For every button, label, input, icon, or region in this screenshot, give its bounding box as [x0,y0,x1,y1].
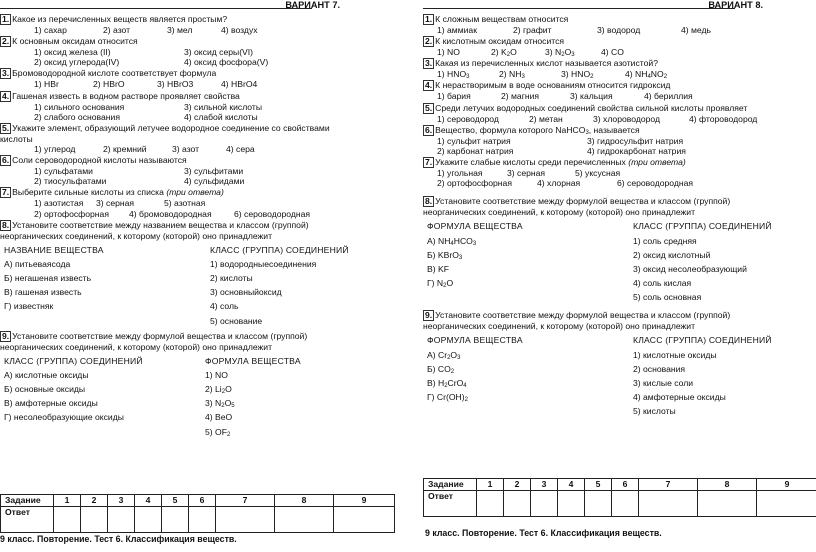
option: 2) метан [529,113,563,124]
option: 2) HBrO [93,79,125,90]
question-number: 4. [2,90,10,101]
answer-cell[interactable] [162,507,189,533]
variant-title: ВАРИАНТ 7. [285,0,340,10]
question-hint: (три ответа) [166,187,224,198]
question-text-continued: неорганических соединений, к которому (которой) оно принадлежит [0,341,273,352]
answer-cell[interactable] [135,507,162,533]
question-text-continued: неорганических соединений, к которому (которой) оно принадлежит [0,230,273,241]
option: 3) азот [172,143,200,154]
task-col: 9 [334,495,395,507]
option: 2) ортофосфорная [437,178,512,189]
question-number: 1. [425,14,433,24]
option: 3) серная [507,167,546,178]
option: 3) $HNO_2$ [561,69,594,81]
option: 4) медь [681,25,712,35]
question-text: К нерастворимым в воде основаниям относится гидроксид [435,80,671,91]
answer-label: Ответ [1,507,54,533]
option: 4) фтороводород [689,113,758,124]
task-col: 1 [477,479,504,491]
match-header-left: НАЗВАНИЕ ВЕЩЕСТВА [4,244,104,255]
option: 4) слабой кислоты [184,111,258,122]
match-left-item: А) кислотные оксиды [4,369,89,380]
match-left-item: Г) $Cr(OH)_2$ [427,391,468,403]
question-number: 6. [425,124,433,135]
match-left-item: Б) негашеная известь [4,273,92,284]
question-text-continued: кислоты [0,133,33,144]
option: 4) сульфидами [184,176,245,187]
option: 4) CO [601,47,624,58]
option: 4) сера [226,143,255,154]
answer-cell[interactable] [639,491,698,517]
match-header-left: ФОРМУЛА ВЕЩЕСТВА [427,335,523,346]
option: 3) HBrO3 [157,79,194,90]
question-text-continued: неорганических соединений, к которому (которой) оно принадлежит [423,321,696,332]
question-text: Укажите слабые кислоты среди перечисленных [435,156,626,167]
option: 1) HBr [34,79,59,90]
option: 3) гидросульфит натрия [587,135,684,146]
question-number: 3. [2,68,10,79]
match-left-item: А) питьеваясода [4,258,71,269]
match-right-item: 3) оксид несолеобразующий [633,263,747,274]
option: 5) уксусная [575,167,621,178]
question-text: Соли сероводородной кислоты называются [12,155,187,166]
question-number: 7. [425,156,433,167]
task-col: 3 [531,479,558,491]
task-label: Задание [424,479,477,491]
match-left-item: В) амфотерные оксиды [4,398,98,409]
question-text: Какое из перечисленных веществ является простым? [12,14,228,24]
option: 4) гидрокарбонат натрия [587,145,686,156]
option: 3) $N_2O_3$ [545,47,575,59]
answer-cell[interactable] [275,507,334,533]
option: 2) тиосульфатами [34,176,107,187]
match-left-item: В) $H_2CrO_4$ [427,377,467,389]
question-number: 1. [2,14,10,24]
match-right-item: 1) водородныесоединения [210,258,317,269]
option: 3) водород [597,25,641,35]
answer-table [0,494,395,533]
question-2 [423,36,816,57]
question-8 [423,196,816,304]
option: 2) магния [501,91,540,102]
question-text: Установите соответствие между названием вещества и классом (группой) [12,219,309,230]
task-col: 6 [612,479,639,491]
question-text-continued: неорганических соединений, к которому (которой) оно принадлежит [423,207,696,218]
task-col: 2 [81,495,108,507]
match-left-item: Г) $N_2O$ [427,277,454,289]
match-left-item: Г) несолеобразующие оксиды [4,412,124,423]
question-number: 6. [2,155,10,166]
option: 1) сульфит натрия [437,135,511,146]
match-right-item: 1) соль средняя [633,235,697,246]
question-text: К кислотным оксидам относится [435,36,565,47]
option: 3) сильной кислоты [184,101,263,112]
option: 1) сильного основания [34,101,125,112]
match-left-item: Б) основные оксиды [4,384,86,395]
question-number: 7. [2,187,10,198]
question-text: Среди летучих водородных соединений свойства сильной кислоты проявляет [435,102,748,113]
match-left-item: А) $NH_4HCO_3$ [427,235,477,247]
match-header-right: КЛАСС (ГРУППА) СОЕДИНЕНИЙ [210,244,349,255]
question-number: 9. [425,310,433,321]
variant-7-column [0,0,400,552]
question-number: 2. [2,36,10,47]
match-right-item: 4) соль кислая [633,277,692,288]
option: 1) оксид железа (II) [34,47,111,58]
question-7 [423,157,816,188]
match-left-item: В) гашеная известь [4,287,82,298]
option: 1) сахар [34,25,67,35]
question-number: 5. [425,102,433,113]
option: 3) кальция [570,91,613,102]
variant-header [0,0,400,14]
option: 4) хлорная [537,178,581,189]
task-col: 7 [639,479,698,491]
task-col: 1 [54,495,81,507]
question-3 [423,58,816,79]
task-col: 8 [698,479,757,491]
question-text: Укажите элемент, образующий летучее водородное соединение со свойствами [12,122,330,133]
option: 3) мел [167,25,193,35]
task-col: 5 [585,479,612,491]
name-line [423,8,735,9]
footer-text: 9 класс. Повторение. Тест 6. Классификация веществ. [425,528,662,538]
match-left-item: Г) известняк [4,301,54,312]
question-6 [0,155,400,186]
match-left-item: Б) KBrO$_3$ [427,249,463,261]
option: 1) NO [437,47,460,58]
match-left-item: В) KF [427,263,449,274]
option: 4) бериллия [644,91,693,102]
option: 1) азотистая [34,198,84,209]
answer-cell[interactable] [612,491,639,517]
question-9 [0,331,400,439]
question-text: Установите соответствие между формулой вещества и классом (группой) [12,330,308,341]
match-left-item: А) $Cr_2O_3$ [427,349,461,361]
question-text: Выберите сильные кислоты из списка [12,187,164,198]
match-right-item: 5) $OF_2$ [205,426,231,438]
task-col: 4 [135,495,162,507]
match-header-right: КЛАСС (ГРУППА) СОЕДИНЕНИЙ [633,221,772,232]
option: 3) серная [96,198,135,209]
answer-label: Ответ [424,491,477,517]
question-5 [423,103,816,124]
match-header-right: КЛАСС (ГРУППА) СОЕДИНЕНИЙ [633,335,772,346]
match-right-item: 1) NO [205,369,228,380]
question-number: 3. [425,58,433,69]
question-number: 4. [425,80,433,91]
option: 3) хлороводород [593,113,661,124]
answer-cell[interactable] [54,507,81,533]
question-text: Какая из перечисленных кислот называется азотистой? [435,58,658,69]
option: 2) кремний [103,143,147,154]
task-label: Задание [1,495,54,507]
match-right-item: 2) $Li_2O$ [205,384,232,396]
option: 4) воздух [221,25,258,35]
match-right-item: 2) основания [633,363,686,374]
option: 4) оксид фосфора(V) [184,57,269,68]
option: 4) $NH_4NO_2$ [625,69,668,81]
answer-cell[interactable] [757,491,816,517]
question-hint: (три ответа) [628,156,686,167]
option: 2) оксид углерода(IV) [34,57,120,68]
option: 1) бария [437,91,471,102]
variant-8-column [423,0,816,552]
question-4 [423,80,816,101]
match-right-item: 1) кислотные оксиды [633,349,717,360]
match-right-item: 3) кислые соли [633,377,694,388]
option: 4) бромоводородная [129,208,212,219]
match-right-item: 3) основныйоксид [210,287,282,298]
question-text: Установите соответствие между формулой вещества и классом (группой) [435,310,731,321]
match-right-item: 4) BeO [205,412,233,423]
option: 4) HBrO4 [221,79,258,90]
answer-cell[interactable] [477,491,504,517]
answer-cell[interactable] [334,507,395,533]
option: 2) графит [513,25,552,35]
task-col: 2 [504,479,531,491]
option: 1) угольная [437,167,483,178]
match-right-item: 5) соль основная [633,292,702,303]
answer-cell[interactable] [585,491,612,517]
question-6 [423,125,816,156]
answer-cell[interactable] [531,491,558,517]
option: 2) карбонат натрия [437,145,514,156]
question-2 [0,36,400,67]
option: 5) азотная [164,198,206,209]
option: 2) слабого основания [34,111,120,122]
task-col: 5 [162,495,189,507]
match-header-left: КЛАСС (ГРУППА) СОЕДИНЕНИЙ [4,355,143,366]
task-col: 8 [275,495,334,507]
question-number: 2. [425,36,433,47]
match-header-left: ФОРМУЛА ВЕЩЕСТВА [427,221,523,232]
answer-table [423,478,816,517]
variant-header [423,0,816,14]
question-number: 8. [2,219,10,230]
question-text: Вещество, формула которого NaHCO$_3$, называется [435,124,640,136]
task-col: 4 [558,479,585,491]
answer-cell[interactable] [698,491,757,517]
option: 1) $HNO_3$ [437,69,470,81]
option: 2) $NH_3$ [499,69,525,81]
question-number: 5. [2,122,10,133]
match-right-item: 4) амфотерные оксиды [633,391,726,402]
option: 6) сероводородная [617,178,694,189]
answer-cell[interactable] [189,507,216,533]
answer-cell[interactable] [81,507,108,533]
name-line [0,8,312,9]
option: 1) аммиак [437,25,477,35]
match-header-right: ФОРМУЛА ВЕЩЕСТВА [205,355,301,366]
match-right-item: 2) кислоты [210,273,253,284]
match-right-item: 4) соль [210,301,239,312]
question-7 [0,187,400,218]
answer-cell[interactable] [504,491,531,517]
option: 2) $K_2O$ [491,47,517,59]
option: 2) азот [103,25,131,35]
question-9 [423,310,816,418]
option: 2) ортофосфорная [34,208,109,219]
variant-title: ВАРИАНТ 8. [708,0,763,10]
match-left-item: Б) $CO_2$ [427,363,455,375]
question-4 [0,91,400,122]
question-number: 9. [2,330,10,341]
question-1 [423,14,816,35]
task-col: 3 [108,495,135,507]
option: 3) оксид серы(VI) [184,47,254,58]
task-col: 6 [189,495,216,507]
match-right-item: 3) $N_2O_5$ [205,398,235,410]
answer-cell[interactable] [558,491,585,517]
question-1 [0,14,400,35]
question-number: 8. [425,196,433,207]
question-text: К основным оксидам относится [12,36,138,47]
answer-cell[interactable] [216,507,275,533]
question-5 [0,123,400,154]
task-col: 9 [757,479,816,491]
question-8 [0,220,400,328]
match-right-item: 5) кислоты [633,406,676,417]
footer-text: 9 класс. Повторение. Тест 6. Классификация веществ. [0,534,237,544]
question-3 [0,68,400,89]
question-text: К сложным веществам относится [435,14,569,24]
question-text: Бромоводородной кислоте соответствует формула [12,68,217,79]
option: 1) сероводород [437,113,499,124]
option: 1) углерод [34,143,76,154]
task-col: 7 [216,495,275,507]
match-right-item: 2) оксид кислотный [633,249,711,260]
option: 3) сульфитами [184,166,244,177]
answer-cell[interactable] [108,507,135,533]
match-right-item: 5) основание [210,315,263,326]
option: 1) сульфатами [34,166,93,177]
question-text: Гашеная известь в водном растворе проявляет свойства [12,90,240,101]
question-text: Установите соответствие между формулой вещества и классом (группой) [435,196,731,207]
option: 6) сероводородная [234,208,311,219]
